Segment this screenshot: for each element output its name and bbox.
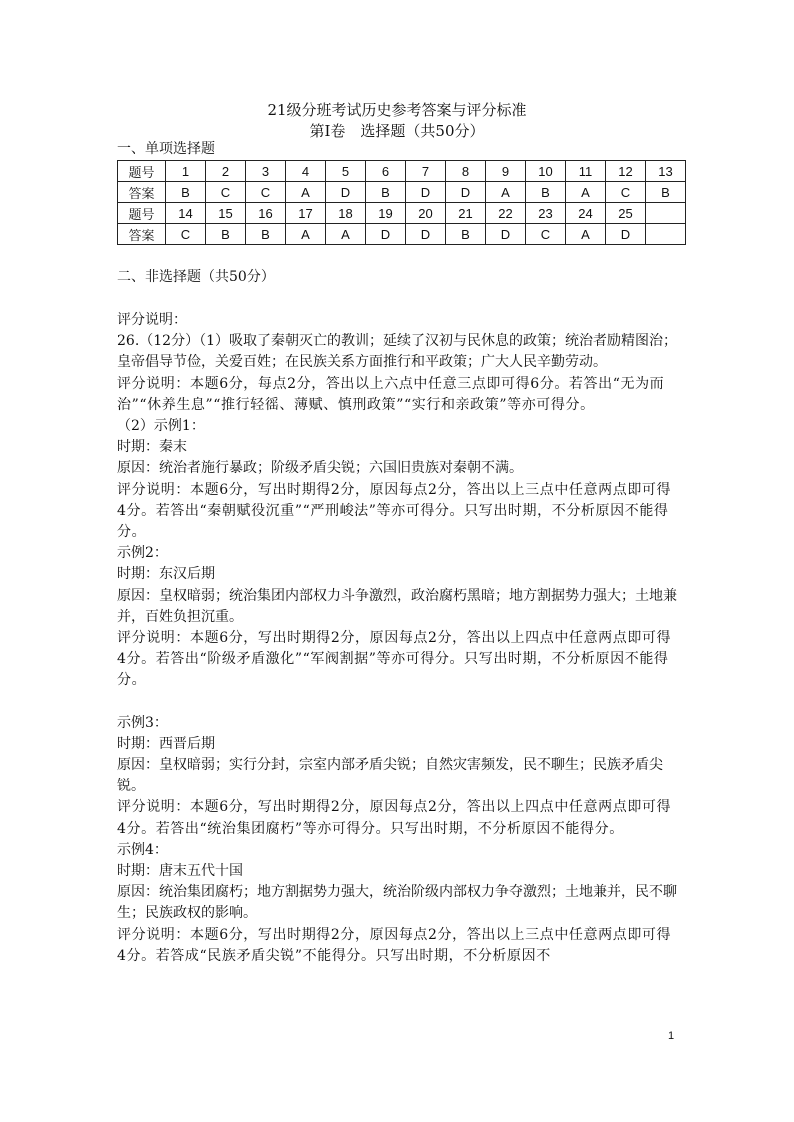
question-number: 22: [486, 203, 526, 224]
question-number: 23: [526, 203, 566, 224]
question-number: 16: [246, 203, 286, 224]
question-number: [646, 203, 686, 224]
example3-label: 示例3：: [117, 714, 168, 731]
question-number: 9: [486, 161, 526, 182]
table-row-answers-2: [118, 224, 686, 245]
example4-period: 时期：唐末五代十国: [117, 863, 243, 880]
q26-part1-scoring-note: 评分说明：本题6分，每点2分，答出以上六点中任意三点即可得6分。若答出“无为而治”“休养生息”“推行轻徭、薄赋、慎刑政策”“实行和亲政策”等亦可得分。: [117, 375, 665, 413]
q26-part1-answer: 26.（12分）（1）吸取了秦朝灭亡的教训；延续了汉初与民休息的政策；统治者励精图治；皇帝倡导节俭，关爱百姓；在民族关系方面推行和平政策；广大人民辛勤劳动。: [117, 333, 677, 371]
example2-period: 时期：东汉后期: [117, 566, 215, 583]
example1-scoring-note: 评分说明：本题6分，写出时期得2分，原因每点2分，答出以上三点中任意两点即可得4分。若答出“秦朝赋役沉重”“严刑峻法”等亦可得分。只写出时期，不分析原因不能得分。: [117, 481, 672, 541]
section2-heading: 二、非选择题（共50分）: [117, 269, 275, 285]
section1-heading: 一、单项选择题: [117, 141, 215, 157]
answer-cell: A: [286, 182, 326, 203]
example2-reason: 原因：皇权暗弱；统治集团内部权力斗争激烈，政治腐朽黑暗；地方割据势力强大；土地兼并，百姓负担沉重。: [117, 587, 677, 625]
table-row-answers-1: [118, 182, 686, 203]
answer-cell: B: [646, 182, 686, 203]
question-number: 14: [166, 203, 206, 224]
example2-scoring-note: 评分说明：本题6分，写出时期得2分，原因每点2分，答出以上四点中任意两点即可得4分。若答出“阶级矛盾激化”“军阀割据”等亦可得分。只写出时期，不分析原因不能得分。: [117, 630, 672, 689]
example2-label: 示例2：: [117, 545, 168, 562]
spacer: [117, 692, 677, 713]
question-number: 21: [446, 203, 486, 224]
answer-cell: C: [206, 182, 246, 203]
section2-body: [117, 310, 677, 967]
example1-period: 时期：秦末: [117, 439, 187, 456]
example4-scoring-note: 评分说明：本题6分，写出时期得2分，原因每点2分，答出以上三点中任意两点即可得4分。若答成“民族矛盾尖锐”不能得分。只写出时期，不分析原因不: [117, 926, 672, 964]
example3-reason: 原因：皇权暗弱；实行分封，宗室内部矛盾尖锐；自然灾害频发，民不聊生；民族矛盾尖锐。: [117, 757, 663, 795]
question-number: 6: [366, 161, 406, 182]
answer-cell: [646, 224, 686, 245]
question-number: 17: [286, 203, 326, 224]
answer-cell: C: [166, 224, 206, 245]
answer-cell: D: [446, 182, 486, 203]
example4-reason: 原因：统治集团腐朽；地方割据势力强大，统治阶级内部权力争夺激烈；土地兼并，民不聊生；民族政权的影响。: [117, 884, 677, 922]
answer-table: [117, 160, 686, 245]
question-number: 12: [606, 161, 646, 182]
answer-cell: B: [526, 182, 566, 203]
answer-cell: A: [566, 182, 606, 203]
answer-cell: D: [486, 224, 526, 245]
answer-cell: C: [606, 182, 646, 203]
answer-cell: B: [166, 182, 206, 203]
row-label: 答案: [118, 182, 166, 203]
page-number: 1: [668, 1030, 675, 1042]
question-number: 2: [206, 161, 246, 182]
question-number: 24: [566, 203, 606, 224]
answer-cell: D: [606, 224, 646, 245]
table-row-numbers-2: [118, 203, 686, 224]
document-title: 21级分班考试历史参考答案与评分标准: [267, 101, 527, 119]
answer-cell: D: [406, 224, 446, 245]
question-number: 19: [366, 203, 406, 224]
row-label: 答案: [118, 224, 166, 245]
answer-cell: B: [246, 224, 286, 245]
question-number: 10: [526, 161, 566, 182]
document-subtitle: 第Ⅰ卷 选择题（共50分）: [309, 122, 485, 140]
question-number: 5: [326, 161, 366, 182]
question-number: 25: [606, 203, 646, 224]
question-number: 20: [406, 203, 446, 224]
answer-cell: B: [446, 224, 486, 245]
table-row-numbers-1: [118, 161, 686, 182]
example3-period: 时期：西晋后期: [117, 735, 215, 752]
answer-cell: B: [366, 182, 406, 203]
q26-part2-label: （2）示例1：: [117, 418, 205, 435]
question-number: 1: [166, 161, 206, 182]
question-number: 15: [206, 203, 246, 224]
example1-reason: 原因：统治者施行暴政；阶级矛盾尖锐；六国旧贵族对秦朝不满。: [117, 460, 523, 477]
answer-cell: D: [406, 182, 446, 203]
answer-cell: A: [286, 224, 326, 245]
example3-scoring-note: 评分说明：本题6分，写出时期得2分，原因每点2分，答出以上四点中任意两点即可得4分。若答出“统治集团腐朽”等亦可得分。只写出时期，不分析原因不能得分。: [117, 799, 672, 837]
example4-label: 示例4：: [117, 841, 168, 858]
row-label: 题号: [118, 161, 166, 182]
scoring-title: 评分说明：: [117, 312, 187, 328]
answer-cell: C: [246, 182, 286, 203]
question-number: 13: [646, 161, 686, 182]
answer-cell: A: [486, 182, 526, 203]
question-number: 7: [406, 161, 446, 182]
answer-cell: A: [326, 224, 366, 245]
answer-cell: D: [326, 182, 366, 203]
question-number: 11: [566, 161, 606, 182]
answer-cell: B: [206, 224, 246, 245]
answer-cell: A: [566, 224, 606, 245]
answer-cell: D: [366, 224, 406, 245]
question-number: 3: [246, 161, 286, 182]
question-number: 18: [326, 203, 366, 224]
question-number: 4: [286, 161, 326, 182]
question-number: 8: [446, 161, 486, 182]
answer-cell: C: [526, 224, 566, 245]
row-label: 题号: [118, 203, 166, 224]
